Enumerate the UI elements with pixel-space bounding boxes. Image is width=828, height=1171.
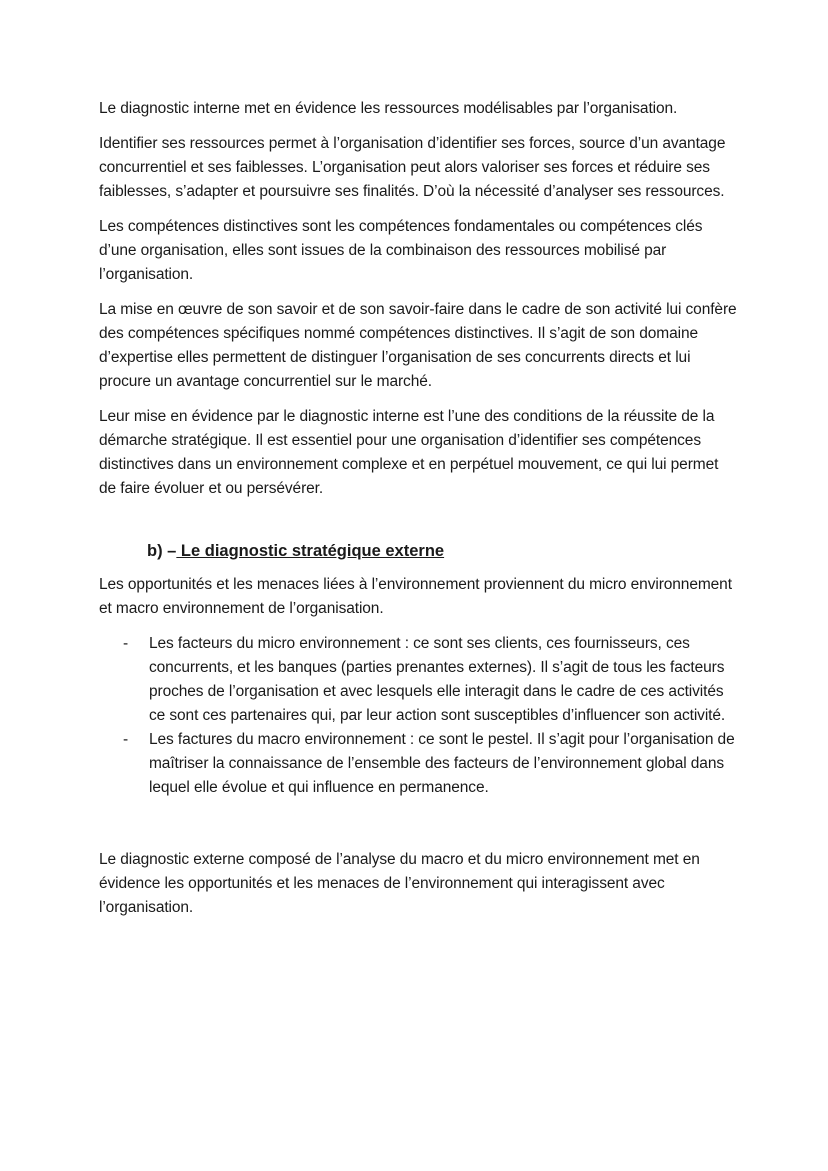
paragraph-internal-diagnostic: Le diagnostic interne met en évidence les ressources modélisables par l’organisation.	[99, 100, 678, 117]
section-heading-b	[99, 539, 739, 563]
list-item	[99, 728, 739, 800]
bullet-dash: -	[123, 731, 129, 748]
bullet-text-macro: Les factures du macro environnement : ce sont le pestel. Il s’agit pour l’organisation de maîtriser la connaissance de l’ensemble des facteurs de l’environnement global dans lequel elle évolue et qui influence en permanence.	[149, 731, 735, 796]
paragraph-external-intro: Les opportunités et les menaces liées à l’environnement proviennent du micro environnement et macro environnement de l’organisation.	[99, 576, 732, 617]
bullet-list	[99, 632, 739, 800]
section-heading-prefix: b) –	[147, 542, 177, 560]
bullet-text-micro: Les facteurs du micro environnement : ce sont ses clients, ces fournisseurs, ces concurrents, et les banques (parties prenantes externes). Il s’agit de tous les facteurs proches de l’organisation et avec lesquels elle interagit dans le cadre de ces activités ce sont ces partenaires qui, par leur action sont susceptibles d’influencer son activité.	[149, 635, 726, 724]
paragraph-distinctive-skills: Les compétences distinctives sont les compétences fondamentales ou compétences clés d’une organisation, elles sont issues de la combinaison des ressources mobilisé par l’organisation.	[99, 218, 703, 283]
paragraph-resources: Identifier ses ressources permet à l’organisation d’identifier ses forces, source d’un avantage concurrentiel et ses faiblesses. L’organisation peut alors valoriser ses forces et réduire ses faiblesses, s’adapter et poursuivre ses finalités. D’où la nécessité d’analyser ses ressources.	[99, 135, 726, 200]
document-page	[99, 97, 739, 931]
paragraph-know-how: La mise en œuvre de son savoir et de son savoir-faire dans le cadre de son activité lui confère des compétences spécifiques nommé compétences distinctives. Il s’agit de son domaine d’expertise elles permettent de distinguer l’organisation de ses concurrents directs et lui procure un avantage concurrentiel sur le marché.	[99, 301, 737, 390]
paragraph-external-conclusion: Le diagnostic externe composé de l’analyse du macro et du micro environnement met en évidence les opportunités et les menaces de l’environnement qui interagissent avec l’organisation.	[99, 851, 700, 916]
list-item	[99, 632, 739, 728]
section-heading-title: Le diagnostic stratégique externe	[176, 542, 445, 560]
spacer	[99, 800, 739, 848]
bullet-dash: -	[123, 635, 129, 652]
paragraph-strategic-success: Leur mise en évidence par le diagnostic interne est l’une des conditions de la réussite de la démarche stratégique. Il est essentiel pour une organisation d’identifier ses compétences distinctives dans un environnement complexe et en perpétuel mouvement, ce qui lui permet de faire évoluer et ou persévérer.	[99, 408, 719, 497]
